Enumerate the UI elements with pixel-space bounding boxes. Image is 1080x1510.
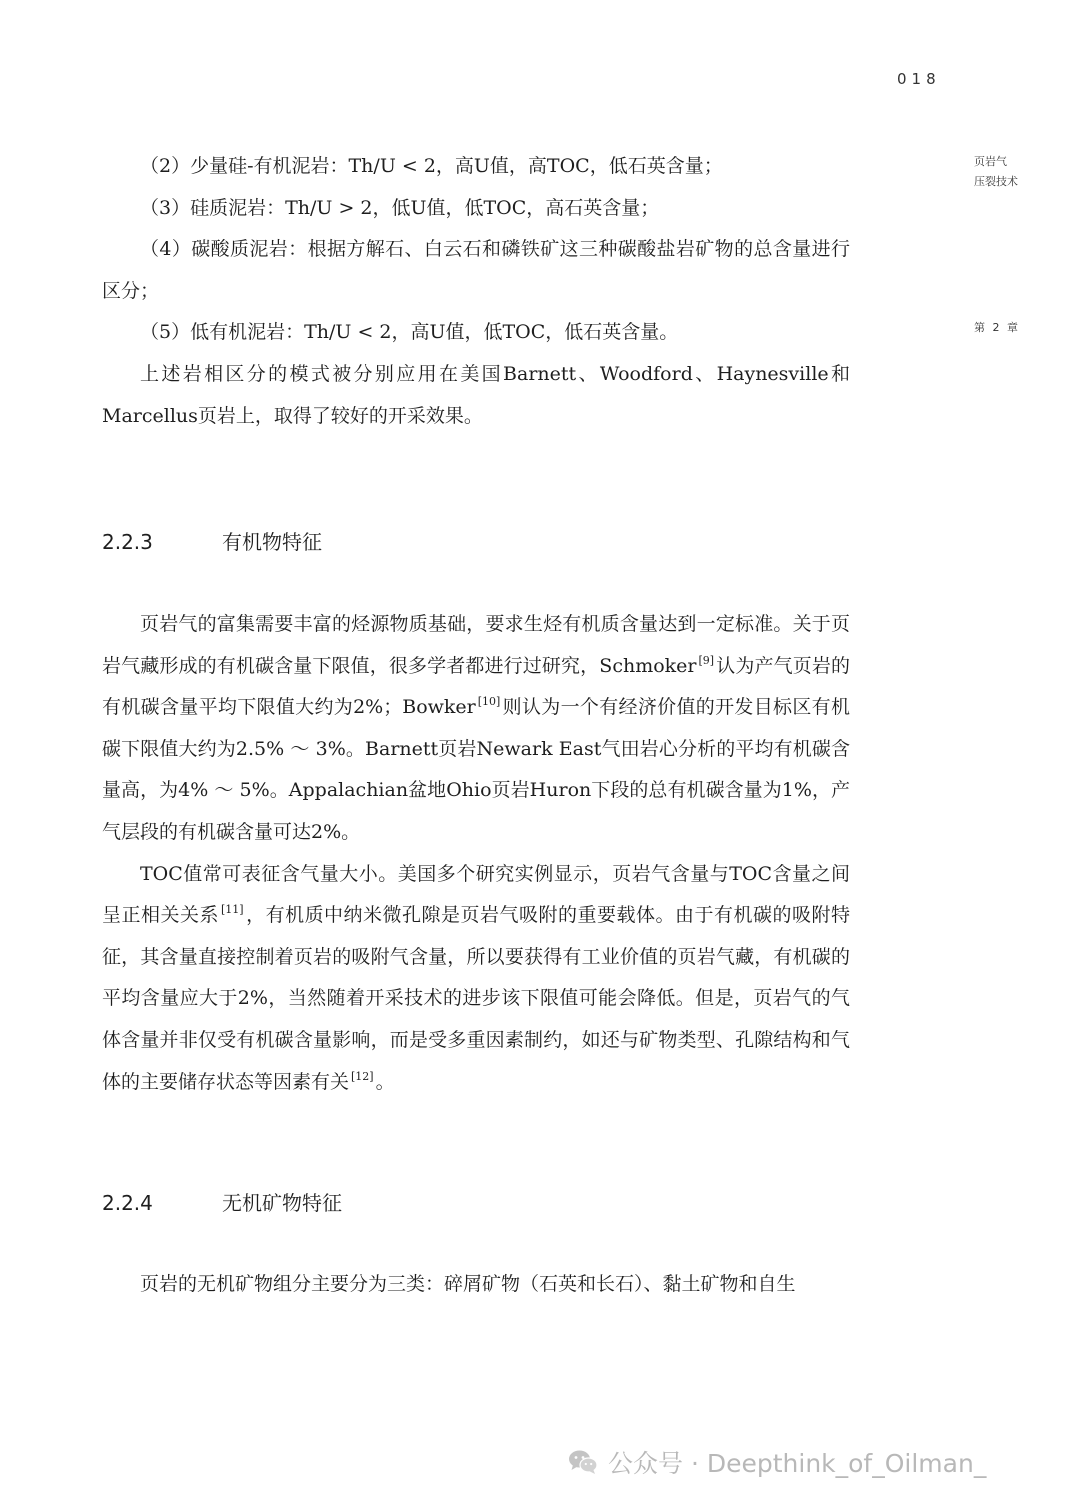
paragraph-text: 则认为一个有经济价值的开发目标区有机碳下限值大约为2.5% ～ 3%。Barnett页岩Newark East气田岩心分析的平均有机碳含量高，为4% ～ 5%。Appalachian盆地Ohio页岩Huron下段的总有机碳含量为1%，产气层段的有机碳含量可达2%。 [102, 696, 850, 843]
facies-item-2: （2）少量硅-有机泥岩：Th/U < 2，高U值，高TOC，低石英含量； [140, 155, 723, 177]
page-number: 018 [897, 70, 941, 88]
citation-12: [12] [351, 1069, 374, 1083]
watermark [568, 1444, 986, 1480]
paragraph-text: 认为产气页岩的有机碳含量平均下限值大约为2%；Bowker [102, 654, 850, 719]
citation-9: [9] [698, 653, 715, 667]
running-chapter-label: 第 2 章 [974, 321, 1020, 334]
organic-paragraph-1 [102, 604, 850, 854]
organic-matter-block [102, 604, 850, 1103]
wechat-icon [568, 1449, 598, 1475]
running-book-title [974, 152, 1018, 192]
book-title-line1: 页岩气 [974, 155, 1007, 168]
facies-item-4: （4）碳酸质泥岩：根据方解石、白云石和磷铁矿这三种碳酸盐岩矿物的总含量进行区分； [102, 238, 850, 302]
section-heading-2-2-3 [102, 527, 322, 557]
section-title: 无机矿物特征 [222, 1191, 342, 1215]
section-number: 2.2.3 [102, 530, 153, 554]
paragraph-text: 页岩气的富集需要丰富的烃源物质基础，要求生烃有机质含量达到一定标准。关于页岩气藏形成的有机碳含量下限值，很多学者都进行过研究，Schmoker [102, 613, 850, 677]
inorganic-paragraph-1: 页岩的无机矿物组分主要分为三类：碎屑矿物（石英和长石）、黏土矿物和自生 [140, 1273, 796, 1295]
facies-list-block [102, 146, 850, 437]
section-title: 有机物特征 [222, 530, 322, 554]
facies-item-5: （5）低有机泥岩：Th/U < 2，高U值，低TOC，低石英含量。 [140, 321, 679, 344]
book-title-line2: 压裂技术 [974, 175, 1018, 188]
paragraph-text: 。 [375, 1070, 395, 1093]
facies-item-3: （3）硅质泥岩：Th/U > 2，低U值，低TOC，高石英含量； [140, 196, 660, 219]
watermark-text: 公众号 · Deepthink_of_Oilman_ [608, 1449, 987, 1478]
citation-11: [11] [220, 903, 244, 917]
section-number: 2.2.4 [102, 1191, 153, 1215]
section-heading-2-2-4 [102, 1188, 342, 1218]
facies-summary-paragraph: 上述岩相区分的模式被分别应用在美国Barnett、Woodford、Haynesville和Marcellus页岩上，取得了较好的开采效果。 [102, 362, 850, 427]
organic-paragraph-2 [102, 854, 850, 1104]
citation-10: [10] [477, 695, 501, 709]
inorganic-mineral-block [102, 1264, 850, 1306]
paragraph-text: TOC值常可表征含气量大小。美国多个研究实例显示，页岩气含量与TOC含量之间呈正相关关系 [102, 862, 850, 927]
paragraph-text: ，有机质中纳米微孔隙是页岩气吸附的重要载体。由于有机碳的吸附特征，其含量直接控制着页岩的吸附气含量，所以要获得有工业价值的页岩气藏，有机碳的平均含量应大于2%，当然随着开采技术的进步该下限值可能会降低。但是，页岩气的气体含量并非仅受有机碳含量影响，而是受多重因素制约，如还与矿物类型、孔隙结构和气体的主要储存状态等因素有关 [102, 904, 850, 1093]
